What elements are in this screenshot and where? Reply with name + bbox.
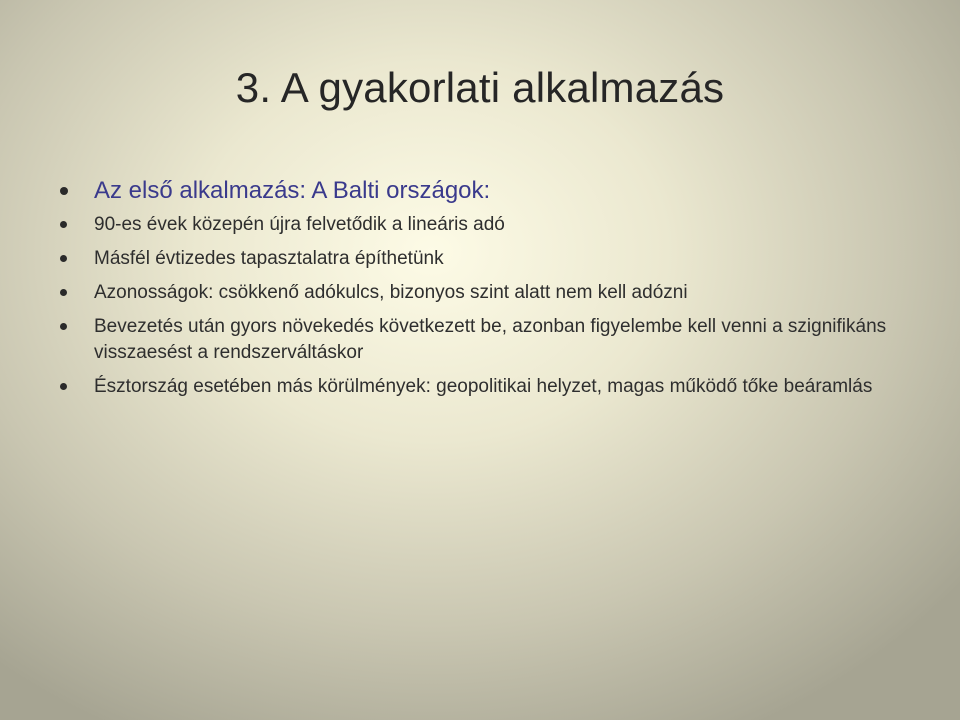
bullet-dot-icon bbox=[60, 323, 67, 330]
bullet-item-lead bbox=[56, 176, 896, 206]
bullet-item bbox=[56, 314, 896, 366]
bullet-item bbox=[56, 280, 896, 306]
bullet-dot-icon bbox=[60, 383, 67, 390]
bullet-text: 90-es évek közepén újra felvetődik a lineáris adó bbox=[94, 214, 505, 235]
bullet-dot-icon bbox=[60, 255, 67, 262]
slide-title: 3. A gyakorlati alkalmazás bbox=[235, 64, 725, 111]
bullet-item bbox=[56, 246, 896, 272]
bullet-item bbox=[56, 374, 896, 400]
bullet-text: Azonosságok: csökkenő adókulcs, bizonyos szint alatt nem kell adózni bbox=[94, 282, 688, 303]
bullet-dot-icon bbox=[60, 289, 67, 296]
bullet-list bbox=[56, 176, 896, 408]
bullet-text: Bevezetés után gyors növekedés következett be, azonban figyelembe kell venni a szignifikáns visszaesést a rendszerváltáskor bbox=[94, 316, 887, 363]
bullet-dot-icon bbox=[60, 187, 68, 195]
bullet-item bbox=[56, 212, 896, 238]
bullet-text: Az első alkalmazás: A Balti országok: bbox=[94, 177, 491, 204]
bullet-dot-icon bbox=[60, 221, 67, 228]
bullet-text: Észtország esetében más körülmények: geopolitikai helyzet, magas működő tőke beáramlás bbox=[94, 376, 873, 397]
bullet-text: Másfél évtizedes tapasztalatra építhetünk bbox=[94, 248, 444, 269]
